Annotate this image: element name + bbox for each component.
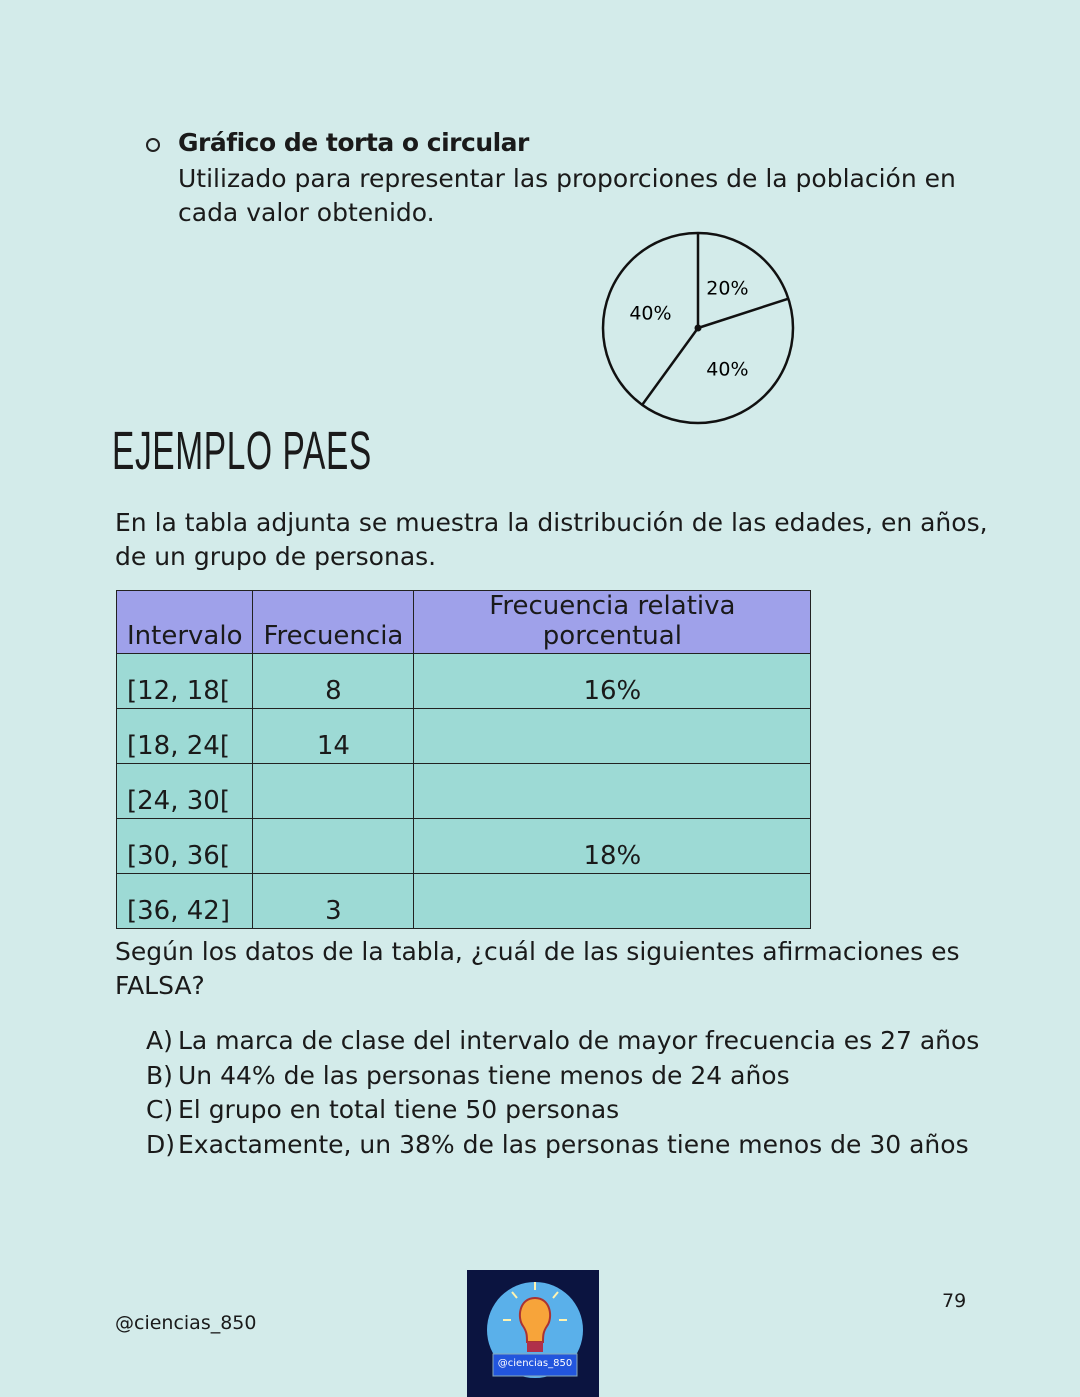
option-letter: B) bbox=[146, 1060, 173, 1090]
cell-frecuencia-relativa: 18% bbox=[414, 819, 811, 874]
header-frecuencia: Frecuencia bbox=[253, 591, 414, 654]
logo bbox=[467, 1270, 599, 1397]
option-b bbox=[146, 1059, 979, 1094]
page-number: 79 bbox=[942, 1290, 967, 1312]
option-text: El grupo en total tiene 50 personas bbox=[178, 1095, 620, 1124]
pie-slice-label: 40% bbox=[629, 302, 672, 325]
description-line: cada valor obtenido. bbox=[178, 198, 435, 227]
question-line: Según los datos de la tabla, ¿cuál de las siguientes afirmaciones es bbox=[115, 937, 960, 966]
question-line: FALSA? bbox=[115, 971, 205, 1000]
pie-slice-boundary bbox=[642, 328, 698, 405]
frequency-table bbox=[116, 590, 811, 929]
cell-frecuencia: 14 bbox=[253, 709, 414, 764]
section-heading: Gráfico de torta o circular bbox=[178, 128, 529, 157]
option-d bbox=[146, 1128, 979, 1163]
cell-frecuencia: 3 bbox=[253, 874, 414, 929]
cell-intervalo: [12, 18[ bbox=[117, 654, 253, 709]
example-intro bbox=[115, 506, 988, 574]
table-row bbox=[117, 874, 811, 929]
logo-text: @ciencias_850 bbox=[497, 1358, 573, 1369]
cell-frecuencia-relativa: 16% bbox=[414, 654, 811, 709]
cell-intervalo: [30, 36[ bbox=[117, 819, 253, 874]
lightbulb-logo-icon bbox=[467, 1270, 599, 1397]
question bbox=[115, 935, 959, 1003]
cell-intervalo: [36, 42] bbox=[117, 874, 253, 929]
bullet-icon bbox=[146, 138, 160, 152]
option-text: La marca de clase del intervalo de mayor frecuencia es 27 años bbox=[178, 1026, 980, 1055]
cell-frecuencia bbox=[253, 764, 414, 819]
pie-slice-label: 20% bbox=[706, 277, 749, 300]
pie-center-dot bbox=[695, 325, 702, 332]
pie-slice-boundary bbox=[698, 299, 788, 328]
table-row bbox=[117, 764, 811, 819]
section-description bbox=[178, 162, 956, 230]
cell-intervalo: [18, 24[ bbox=[117, 709, 253, 764]
cell-frecuencia-relativa bbox=[414, 764, 811, 819]
intro-line: En la tabla adjunta se muestra la distribución de las edades, en años, bbox=[115, 508, 988, 537]
table-row bbox=[117, 654, 811, 709]
table-row bbox=[117, 709, 811, 764]
intro-line: de un grupo de personas. bbox=[115, 542, 437, 571]
description-line: Utilizado para representar las proporciones de la población en bbox=[178, 164, 956, 193]
pie-chart bbox=[598, 230, 808, 440]
cell-frecuencia bbox=[253, 819, 414, 874]
option-letter: A) bbox=[146, 1026, 173, 1055]
option-text: Un 44% de las personas tiene menos de 24 años bbox=[178, 1060, 790, 1090]
footer-handle: @ciencias_850 bbox=[115, 1312, 257, 1334]
cell-intervalo: [24, 30[ bbox=[117, 764, 253, 819]
option-a bbox=[146, 1024, 979, 1059]
example-title: EJEMPLO PAES bbox=[112, 421, 372, 481]
options-list bbox=[146, 1024, 979, 1162]
option-letter: C) bbox=[146, 1095, 174, 1124]
cell-frecuencia-relativa bbox=[414, 874, 811, 929]
pie-slice-label: 40% bbox=[706, 358, 749, 381]
option-text: Exactamente, un 38% de las personas tiene menos de 30 años bbox=[178, 1129, 969, 1159]
header-intervalo: Intervalo bbox=[117, 591, 253, 654]
option-c bbox=[146, 1093, 979, 1128]
cell-frecuencia-relativa bbox=[414, 709, 811, 764]
table-row bbox=[117, 819, 811, 874]
header-frecuencia-relativa: Frecuencia relativa porcentual bbox=[414, 591, 811, 654]
cell-frecuencia: 8 bbox=[253, 654, 414, 709]
option-letter: D) bbox=[146, 1129, 176, 1159]
